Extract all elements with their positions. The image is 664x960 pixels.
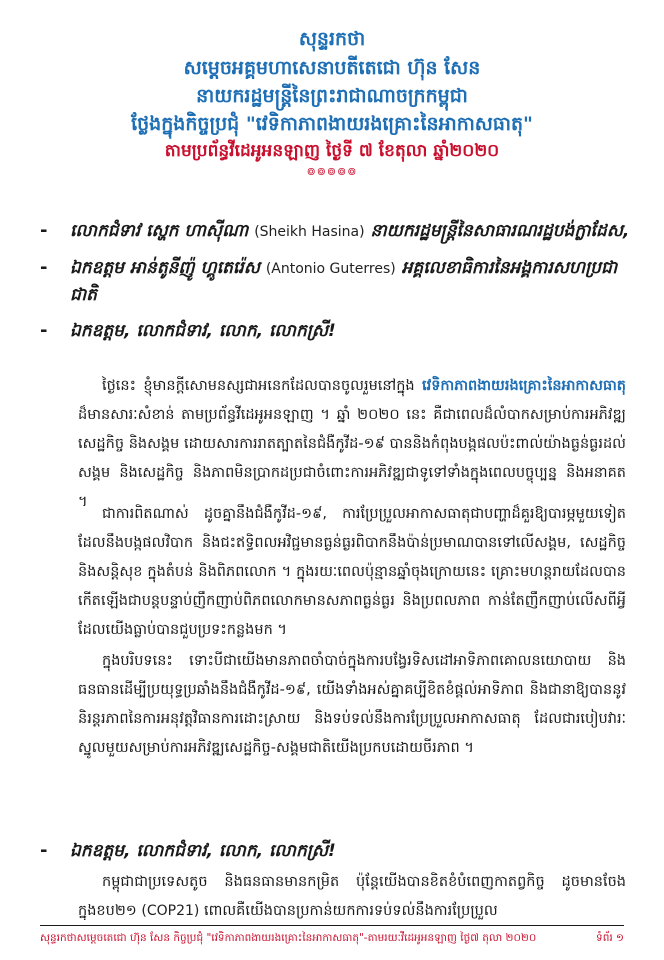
salutation-list — [40, 218, 640, 354]
salutation-latin-name: (Antonio Guterres) — [265, 261, 396, 277]
paragraph: ជាការពិតណាស់ ដូចគ្នានឹងជំងឺកូវីដ-១៩, ការប្រែប្រួលអាកាសធាតុជាបញ្ហាដ៏គួរឱ្យបារម្ភមួយទៀត ដែលនឹងបង្កផលវិបាក និងជះឥទ្ធិពលអវិជ្ជមានធ្ងន់ធ្ងរពិបាកនឹងប៉ាន់ប្រមាណបានទៅលើសង្គម, សេដ្ឋកិច្ច និងសន្តិសុខ ក្នុងតំបន់ និងពិភពលោក ។ ក្នុងរយៈពេលប៉ុន្មានឆ្នាំចុងក្រោយនេះ គ្រោះមហន្តរាយដែលបានកើតឡើងជាបន្តបន្ទាប់ញឹកញាប់ពិភពលោកមានសភាពធ្ងន់ធ្ងរ និងប្រពលភាព កាន់តែញឹកញាប់លើសពីអ្វីដែលយើងធ្លាប់បានជួបប្រទះកន្លងមក ។ — [78, 506, 626, 638]
speech-body — [78, 372, 626, 519]
speech-header — [0, 30, 664, 177]
paragraph — [78, 372, 626, 517]
speaker-name: សម្ដេចអគ្គមហាសេនាបតីតេជោ ហ៊ុន សែន — [183, 57, 481, 79]
salutation-item — [40, 318, 640, 344]
speech-body-continued — [78, 868, 626, 920]
speaker-position: នាយករដ្ឋមន្ត្រីនៃព្រះរាជាណាចក្រកម្ពុជា — [196, 85, 468, 107]
footer-divider — [40, 925, 624, 926]
list-dash: - — [40, 840, 48, 861]
salutation-title: នាយករដ្ឋមន្ត្រីនៃសាធារណរដ្ឋបង់ក្លាដែស, — [370, 221, 630, 241]
salutation-name: លោកជំទាវ ស្ហេក ហាស៊ីណា — [70, 221, 249, 241]
paragraph-text: ពោលគឺយើងបានប្រកាន់យកការទប់ទល់នឹងការប្រែប្រួល — [203, 903, 498, 919]
salutation-text — [70, 255, 640, 308]
salutation-item — [40, 255, 640, 308]
salutation-text — [70, 318, 640, 344]
date-code: ៙៙៙៙៙ — [306, 165, 358, 178]
event-name: ថ្លែងក្នុងកិច្ចប្រជុំ "វេទិកាភាពងាយរងគ្រោះនៃអាកាសធាតុ" — [131, 113, 533, 135]
salutation-name: ឯកឧត្តម, លោកជំទាវ, លោក, លោកស្រី! — [70, 321, 336, 341]
paragraph-text: ថ្ងៃនេះ ខ្ញុំមានក្ដីសោមនស្សជាអនេកដែលបានចូលរួមនៅក្នុង — [102, 378, 415, 394]
highlight-forum-name: វេទិកាភាពងាយរងគ្រោះនៃអាកាសធាតុ — [422, 378, 626, 394]
paragraph-text: កម្ពុជាជាប្រទេសតូច និងធនធានមានកម្រិត ប៉ុន្តែយើងបានខិតខំបំពេញកាតព្វកិច្ច ដូចមានចែងក្នុងខប២១ — [78, 874, 626, 919]
body-overflow — [78, 500, 626, 830]
document-title: សុន្ទរកថា — [298, 28, 366, 50]
salutation-text — [70, 218, 640, 245]
page-number: ទំព័រ ១ — [596, 932, 624, 944]
salutation-name: ឯកឧត្តម អាន់តូនីញ៉ូ ហ្គូតេរ៉េស — [70, 258, 260, 278]
list-dash: - — [40, 320, 48, 341]
event-date: តាមប្រព័ន្ធវីដេអូអនឡាញ ថ្ងៃទី ៧ ខែតុលា ឆ្នាំ២០២០ — [164, 141, 500, 161]
list-dash: - — [40, 257, 48, 278]
paragraph-text: ដ៏មានសារៈសំខាន់ តាមប្រព័ន្ធវីដេអូអនឡាញ ។ ឆ្នាំ ២០២០ នេះ គឺជាពេលដ៏លំបាកសម្រាប់ការអភិវឌ្ឍសេដ្ឋកិច្ច និងសង្គម ដោយសារការរាតត្បាតនៃជំងឺកូវីដ-១៩ បាននិងកំពុងបង្កផលប៉ះពាល់យ៉ាងធ្ងន់ធ្ងរដល់សង្គម និងសេដ្ឋកិច្ច និងភាពមិនប្រាកដប្រជាចំពោះការអភិវឌ្ឍជាទូទៅទាំងក្នុងពេលបច្ចុប្បន្ន និងអនាគត ។ — [78, 407, 626, 510]
footer-caption: សុន្ទរកថាសម្ដេចតេជោ ហ៊ុន សែន កិច្ចប្រជុំ "វេទិកាភាពងាយរងគ្រោះនៃអាកាសធាតុ"-តាមរយៈវីដេអូអនឡាញ ថ្ងៃ៧ តុលា ២០២០ — [40, 932, 537, 944]
salutation-item — [40, 218, 640, 245]
page-footer — [40, 932, 624, 947]
salutation-text: ឯកឧត្តម, លោកជំទាវ, លោក, លោកស្រី! — [70, 841, 336, 861]
paragraph: ក្នុងបរិបទនេះ ទោះបីជាយើងមានភាពចាំបាច់ក្នុងការបង្វែរទិសដៅអាទិភាពគោលនយោបាយ និងធនធានដើម្បីប្រយុទ្ធប្រឆាំងនឹងជំងឺកូវីដ-១៩, យើងទាំងអស់គ្នាគប្បីខិតខំផ្ដល់អាទិភាព និងជានាឱ្យបាននូវនិរន្តរភាពនៃការអនុវត្តវិធានការដោះស្រាយ និងទប់ទល់នឹងការប្រែប្រួលអាកាសធាតុ ដែលជារបៀបវារៈស្នូលមួយសម្រាប់ការអភិវឌ្ឍសេដ្ឋកិច្ច-សង្គមជាតិយើងប្រកបដោយចីរភាព ។ — [78, 653, 626, 756]
list-dash: - — [40, 220, 48, 241]
salutation-latin-name: (Sheikh Hasina) — [254, 224, 365, 240]
paragraph — [78, 868, 626, 920]
salutation-title: អគ្គលេខាធិការនៃអង្គការសហប្រជាជាតិ — [70, 258, 618, 305]
salutation-item — [40, 838, 640, 864]
paragraph-latin-text: (COP21) — [141, 903, 200, 919]
